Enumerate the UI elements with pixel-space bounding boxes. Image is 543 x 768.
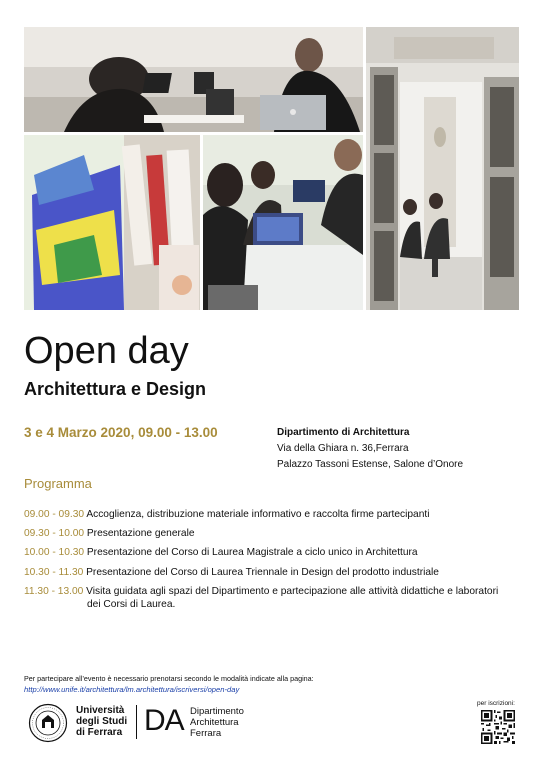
program-time: 10.30 - 11.30 (24, 567, 84, 578)
qr-label: per iscrizioni: (477, 700, 515, 707)
program-text: Visita guidata agli spazi del Dipartimento e partecipazione alle attività didattiche e laboratori (86, 586, 499, 597)
university-seal-icon (28, 703, 68, 743)
page-subtitle: Architettura e Design (24, 379, 207, 399)
university-name-line: degli Studi (76, 716, 128, 727)
program-item-continuation (87, 599, 507, 612)
photo-group-work (203, 135, 363, 310)
program-item (24, 586, 514, 599)
program-text: dei Corsi di Laurea. (87, 599, 176, 610)
page-title: Open day (24, 330, 189, 372)
logo-divider (136, 705, 137, 739)
department-name-line: Architettura (190, 717, 239, 728)
program-time: 09.30 - 10.00 (24, 528, 85, 539)
photo-salone-door (366, 27, 519, 310)
department-logo: DA (144, 704, 184, 737)
program-heading: Programma (24, 476, 92, 491)
program-text: Presentazione generale (86, 528, 195, 539)
department-name-line: Dipartimento (190, 706, 244, 717)
venue-department: Dipartimento di Architettura (277, 427, 410, 438)
venue-hall: Palazzo Tassoni Estense, Salone d’Onore (277, 459, 464, 470)
program-item (24, 509, 514, 522)
venue-address: Via della Ghiara n. 36,Ferrara (277, 443, 409, 454)
program-item (24, 528, 514, 541)
registration-note: Per partecipare all’evento è necessario prenotarsi secondo le modalità indicate alla pagina: (24, 674, 314, 683)
department-name-line: Ferrara (190, 728, 222, 739)
program-text: Presentazione del Corso di Laurea Magistrale a ciclo unico in Architettura (86, 547, 418, 558)
event-date: 3 e 4 Marzo 2020, 09.00 - 13.00 (24, 425, 218, 440)
program-text: Accoglienza, distribuzione materiale informativo e raccolta firme partecipanti (86, 509, 430, 520)
qr-code-icon[interactable] (481, 710, 515, 744)
program-text: Presentazione del Corso di Laurea Triennale in Design del prodotto industriale (86, 567, 439, 578)
photo-drawings-books (24, 135, 200, 310)
university-name-line: Università (76, 705, 125, 716)
program-item (24, 567, 514, 580)
photo-students-laptops (24, 27, 363, 132)
program-time: 11.30 - 13.00 (24, 586, 84, 597)
program-time: 09.00 - 09.30 (24, 509, 85, 520)
program-time: 10.00 - 10.30 (24, 547, 85, 558)
registration-link[interactable]: http://www.unife.it/architettura/lm.architettura/iscriversi/open-day (24, 685, 240, 694)
university-name-line: di Ferrara (76, 727, 123, 738)
program-item (24, 547, 514, 560)
